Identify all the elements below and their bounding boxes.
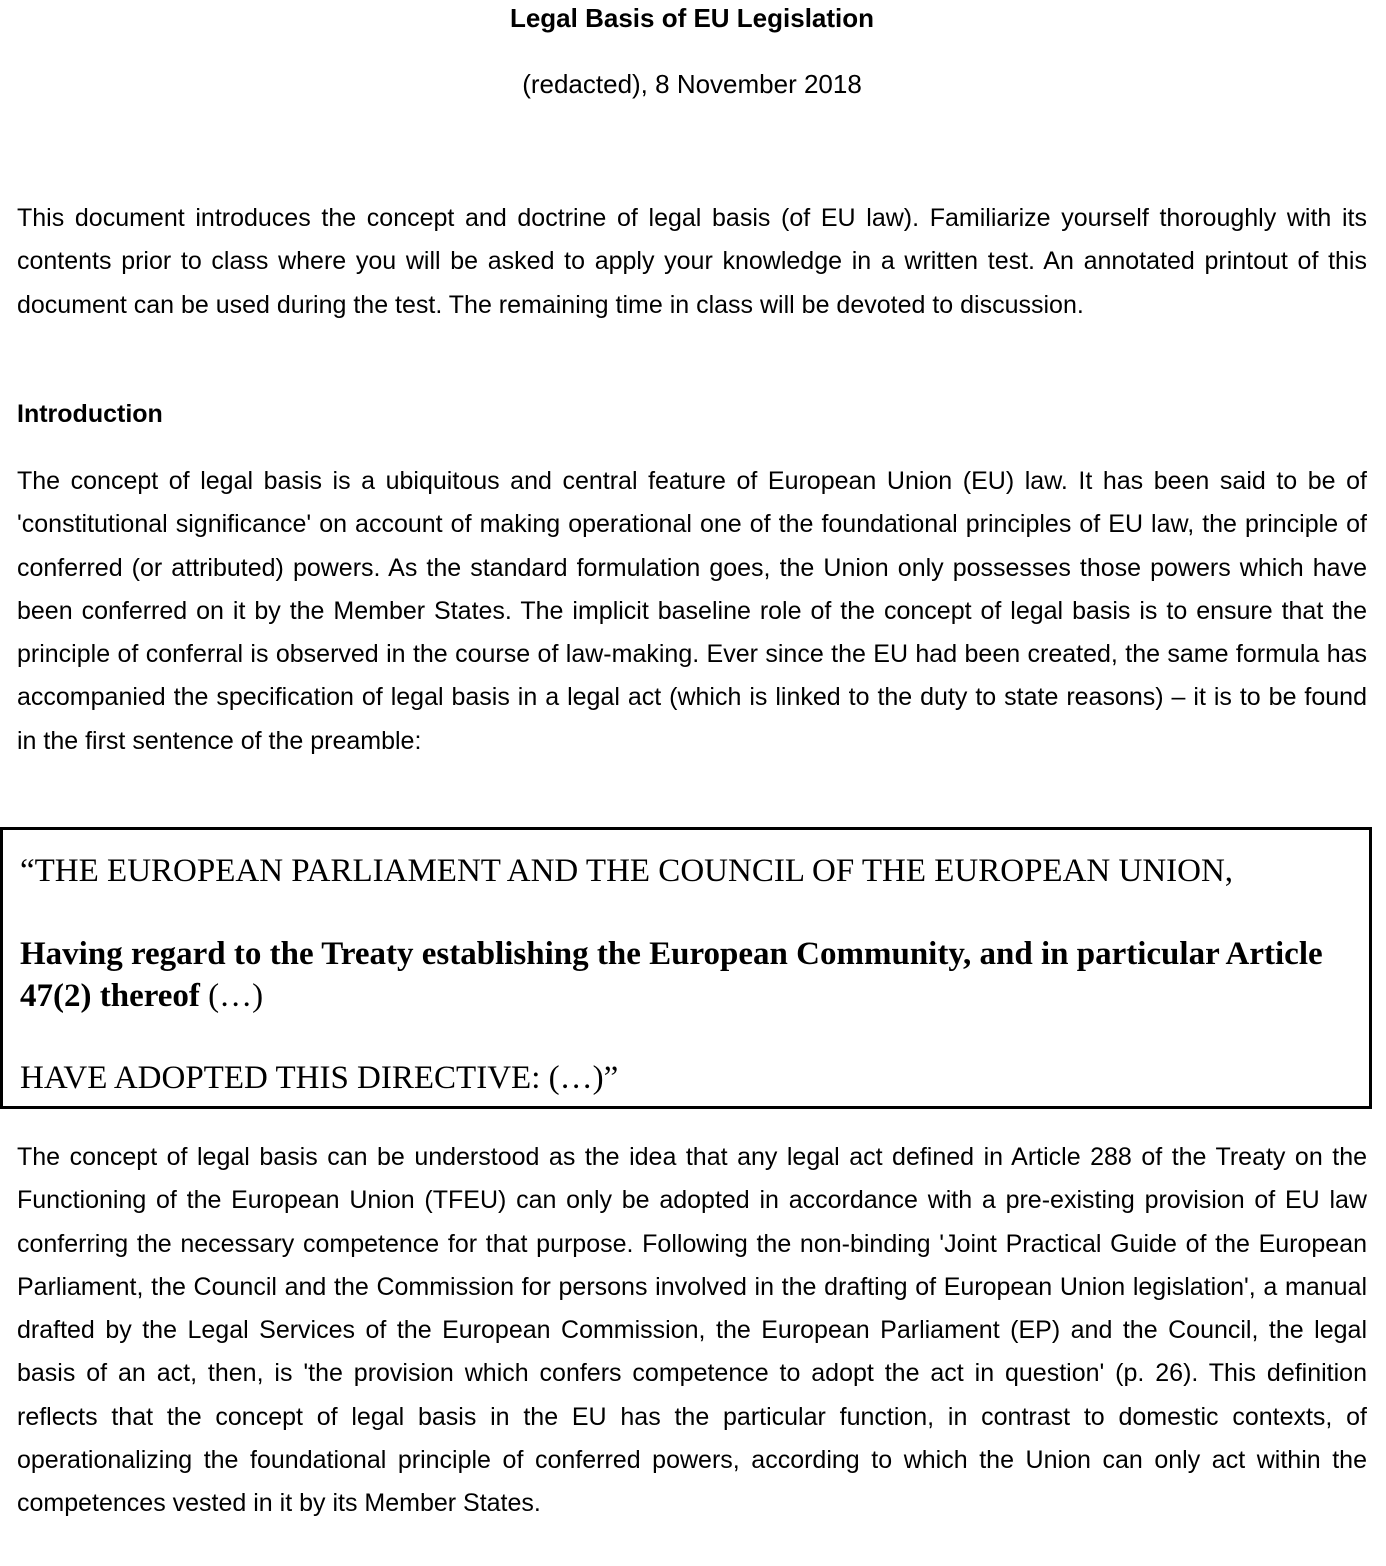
quote-line-1: “THE EUROPEAN PARLIAMENT AND THE COUNCIL OF THE EUROPEAN UNION,	[20, 853, 1234, 889]
quote-line-2-bold: Having regard to the Treaty establishing the European Community, and in particular Article 47(2) thereof	[20, 936, 1323, 1014]
quote-line-2-tail: (…)	[199, 978, 264, 1014]
document-subtitle: (redacted), 8 November 2018	[522, 69, 862, 99]
body-paragraph-1: The concept of legal basis is a ubiquitous and central feature of European Union (EU) law. It has been said to be of 'constitutional significance' on account of making operational one of the foundational principles of EU law, the principle of conferred (or attributed) powers. As the standard formulation goes, the Union only possesses those powers which have been conferred on it by the Member States. The implicit baseline role of the concept of legal basis is to ensure that the principle of conferral is observed in the course of law-making. Ever since the EU had been created, the same formula has accompanied the specification of legal basis in a legal act (which is linked to the duty to state reasons) – it is to be found in the first sentence of the preamble:	[17, 467, 1367, 755]
body-paragraph-2: The concept of legal basis can be understood as the idea that any legal act defined in Article 288 of the Treaty on the Functioning of the European Union (TFEU) can only be adopted in accordance with a pre-existing provision of EU law conferring the necessary competence for that purpose. Following the non-binding 'Joint Practical Guide of the European Parliament, the Council and the Commission for persons involved in the drafting of European Union legislation', a manual drafted by the Legal Services of the European Commission, the European Parliament (EP) and the Council, the legal basis of an act, then, is 'the provision which confers competence to adopt the act in question' (p. 26). This definition reflects that the concept of legal basis in the EU has the particular function, in contrast to domestic contexts, of operationalizing the foundational principle of conferred powers, according to which the Union can only act within the competences vested in it by its Member States.	[17, 1143, 1367, 1518]
section-heading: Introduction	[17, 400, 163, 428]
quote-line-3: HAVE ADOPTED THIS DIRECTIVE: (…)”	[20, 1060, 619, 1096]
document-title: Legal Basis of EU Legislation	[509, 3, 875, 33]
intro-paragraph: This document introduces the concept and doctrine of legal basis (of EU law). Familiarize yourself thoroughly with its contents prior to class where you will be asked to apply your knowledge in a written test. An annotated printout of this document can be used during the test. The remaining time in class will be devoted to discussion.	[17, 204, 1367, 319]
quote-line-2	[20, 933, 1340, 1017]
preamble-quote-box	[0, 827, 1372, 1109]
